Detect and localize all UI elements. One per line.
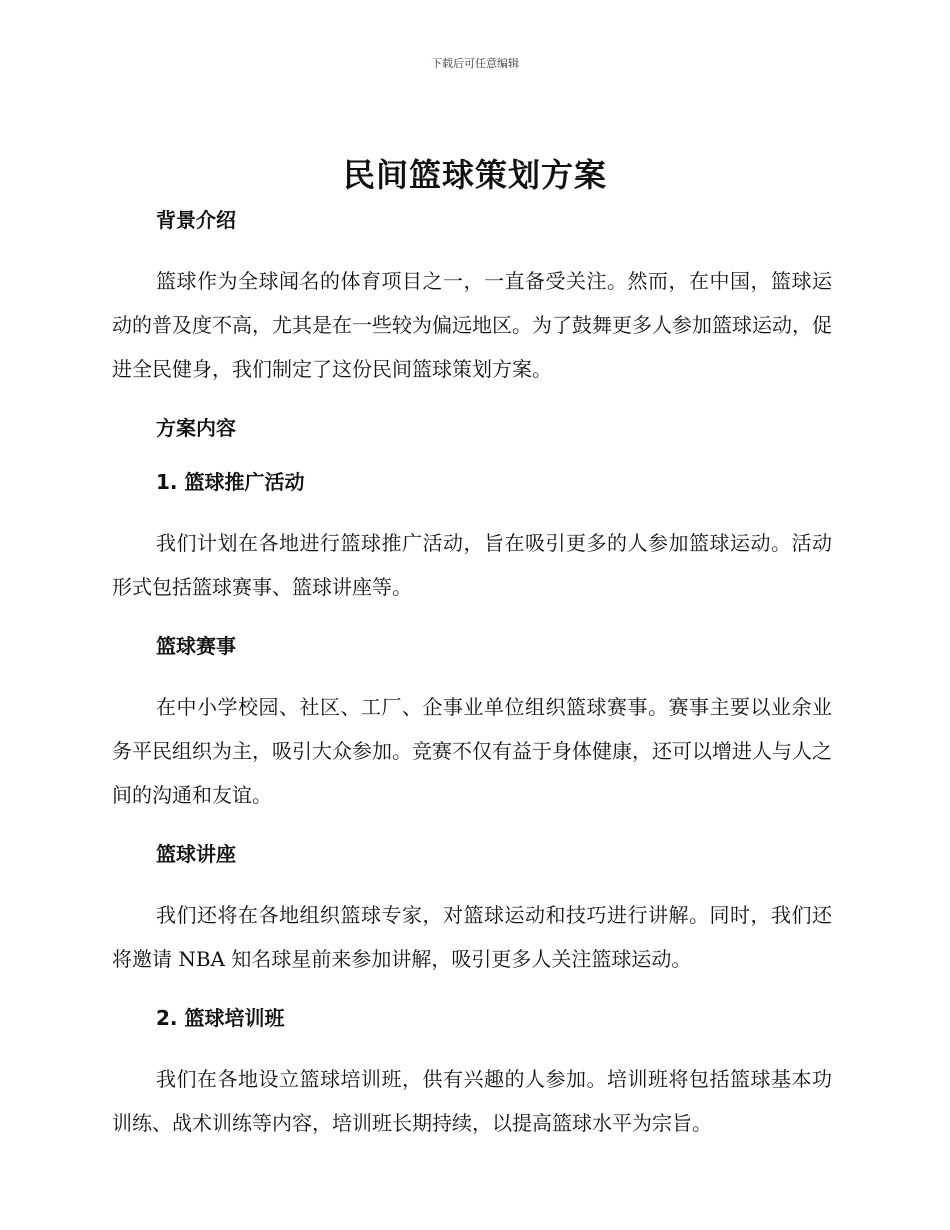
section-heading-matches: 篮球赛事 [156, 634, 236, 658]
paragraph-background: 篮球作为全球闻名的体育项目之一，一直备受关注。然而，在中国，篮球运动的普及度不高，尤其是在一些较为偏远地区。为了鼓舞更多人参加篮球运动，促进全民健身，我们制定了这份民间篮球策划方案。 [112, 269, 832, 381]
page-header-note: 下载后可任意编辑 [431, 57, 519, 70]
document-title: 民间篮球策划方案 [342, 156, 607, 194]
paragraph-matches: 在中小学校园、社区、工厂、企事业单位组织篮球赛事。赛事主要以业余业务平民组织为主，吸引大众参加。竞赛不仅有益于身体健康，还可以增进人与人之间的沟通和友谊。 [112, 695, 832, 807]
section-heading-training: 2. 篮球培训班 [156, 1006, 285, 1030]
section-heading-promotion: 1. 篮球推广活动 [156, 470, 305, 494]
paragraph-lectures: 我们还将在各地组织篮球专家，对篮球运动和技巧进行讲解。同时，我们还将邀请 NBA 知名球星前来参加讲解，吸引更多人关注篮球运动。 [112, 903, 832, 971]
section-heading-plan-content: 方案内容 [156, 416, 236, 440]
section-heading-background: 背景介绍 [156, 208, 236, 232]
document-body [112, 205, 832, 1145]
section-heading-lectures: 篮球讲座 [156, 842, 236, 866]
paragraph-promotion: 我们计划在各地进行篮球推广活动，旨在吸引更多的人参加篮球运动。活动形式包括篮球赛事、篮球讲座等。 [112, 531, 832, 599]
paragraph-training: 我们在各地设立篮球培训班，供有兴趣的人参加。培训班将包括篮球基本功训练、战术训练等内容，培训班长期持续，以提高篮球水平为宗旨。 [112, 1067, 832, 1135]
